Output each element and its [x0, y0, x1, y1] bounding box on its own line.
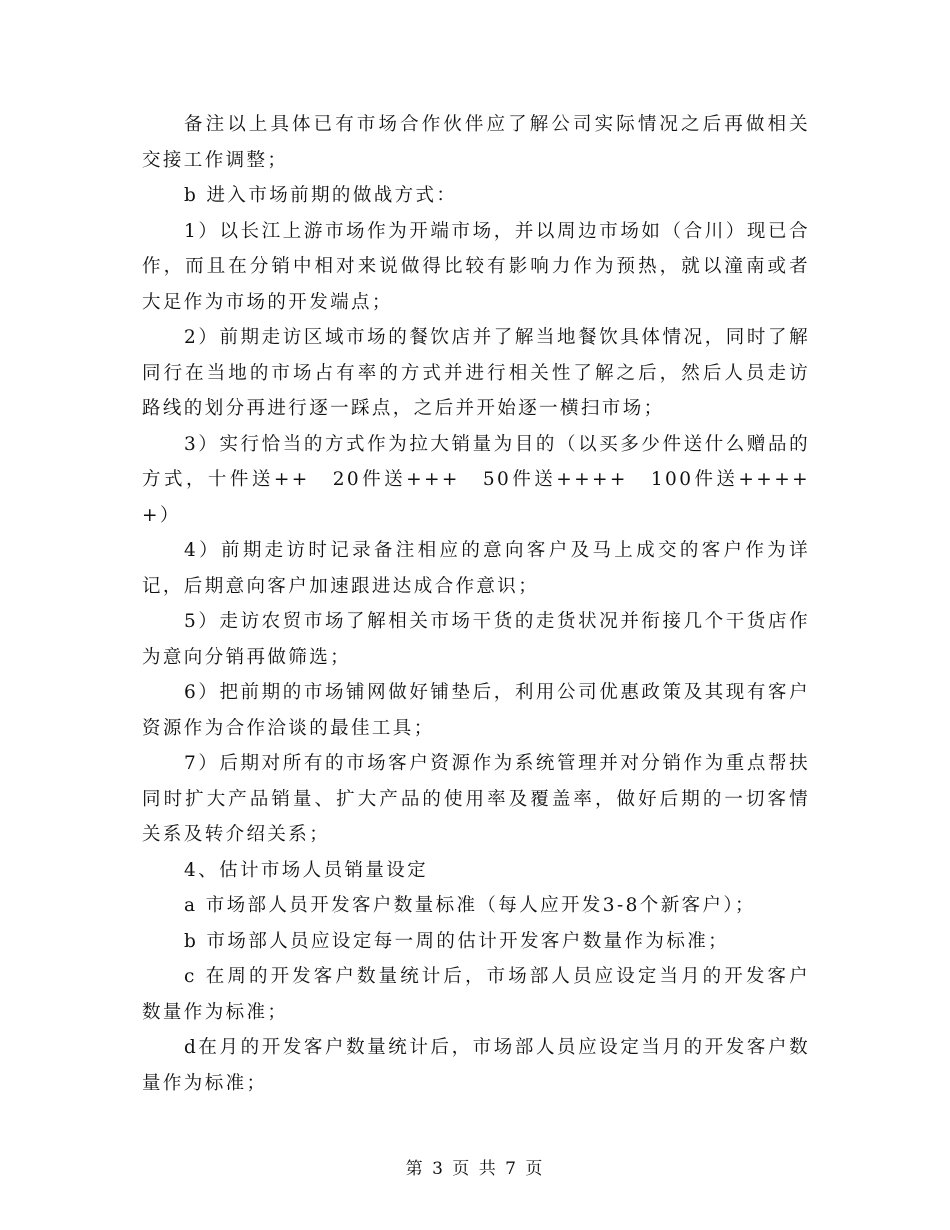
paragraph-entry-strategy-heading: b 进入市场前期的做战方式：: [184, 185, 458, 206]
paragraph-item-3: 3）实行恰当的方式作为拉大销量为目的（以买多少件送什么赠品的方式，十件送++ 20件送+++ 50件送++++ 100件送+++++）: [142, 433, 810, 526]
paragraph-item-4: 4）前期走访时记录备注相应的意向客户及马上成交的客户作为详记，后期意向客户加速跟进达成合作意识；: [142, 540, 810, 597]
page-footer: [0, 1154, 950, 1179]
paragraph-target-b: b 市场部人员应设定每一周的估计开发客户数量作为标准；: [184, 930, 730, 952]
paragraph-target-d: d在月的开发客户数量统计后，市场部人员应设定当月的开发客户数量作为标准；: [142, 1037, 810, 1094]
page-number-label: 第 3 页 共 7 页: [405, 1159, 545, 1179]
paragraph-item-1: 1）以长江上游市场作为开端市场，并以周边市场如（合川）现已合作，而且在分销中相对来说做得比较有影响力作为预热，就以潼南或者大足作为市场的开发端点；: [142, 220, 810, 313]
paragraph-note-handover: 备注以上具体已有市场合作伙伴应了解公司实际情况之后再做相关交接工作调整；: [142, 114, 810, 171]
paragraph-target-c: c 在周的开发客户数量统计后，市场部人员应设定当月的开发客户数量作为标准；: [142, 966, 810, 1023]
paragraph-item-5: 5）走访农贸市场了解相关市场干货的走货状况并衔接几个干货店作为意向分销再做筛选；: [142, 611, 810, 668]
section-heading-sales-targets: 4、估计市场人员销量设定: [184, 859, 429, 881]
paragraph-target-a: a 市场部人员开发客户数量标准（每人应开发3-8个新客户）；: [184, 895, 756, 916]
paragraph-item-2: 2）前期走访区域市场的餐饮店并了解当地餐饮具体情况，同时了解同行在当地的市场占有率的方式并进行相关性了解之后，然后人员走访路线的划分再进行逐一踩点，之后并开始逐一横扫市场；: [142, 327, 810, 419]
paragraph-item-6: 6）把前期的市场铺网做好铺垫后，利用公司优惠政策及其现有客户资源作为合作洽谈的最佳工具；: [142, 682, 810, 739]
document-body: [142, 107, 810, 1101]
paragraph-item-7: 7）后期对所有的市场客户资源作为系统管理并对分销作为重点帮扶同时扩大产品销量、扩大产品的使用率及覆盖率，做好后期的一切客情关系及转介绍关系；: [142, 753, 810, 845]
